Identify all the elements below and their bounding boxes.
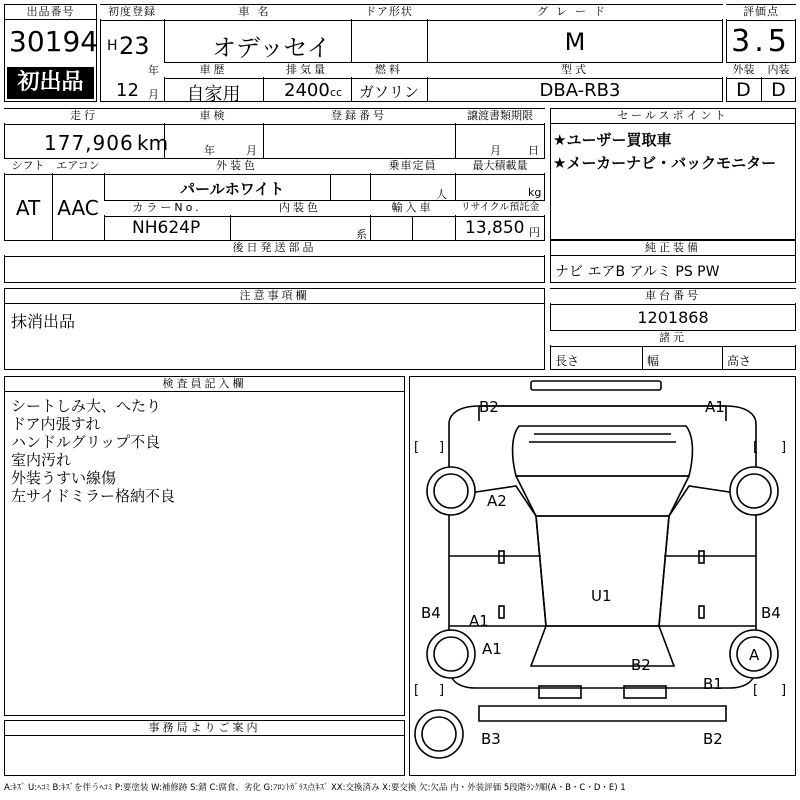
diagram-mark-b2-rear: B2 bbox=[631, 656, 651, 674]
genuine-equipment-box bbox=[550, 240, 796, 283]
inspector-box bbox=[4, 376, 405, 716]
era: H bbox=[107, 38, 118, 54]
mileage-unit: km bbox=[137, 131, 169, 155]
genuine-equipment: ナビ エアB アルミ PS PW bbox=[555, 264, 720, 280]
model: DBA-RB3 bbox=[539, 80, 621, 101]
max-load-header: 最大積載量 bbox=[455, 159, 545, 173]
height-label: 高さ bbox=[727, 354, 752, 368]
reg-no-header: 登録番号 bbox=[263, 109, 455, 123]
transfer-day-unit: 日 bbox=[528, 144, 539, 157]
aircon: AAC bbox=[57, 196, 99, 220]
grade: M bbox=[564, 28, 586, 56]
inspector-note-5: 外装うすい線傷 bbox=[11, 469, 117, 487]
svg-text:[: [ bbox=[414, 440, 420, 455]
first-reg-year: 23 bbox=[119, 32, 150, 60]
lot-number-box bbox=[4, 4, 97, 102]
office-box bbox=[4, 720, 405, 776]
score: 3.5 bbox=[731, 24, 791, 59]
diagram-mark-b2-top: B2 bbox=[479, 398, 499, 416]
first-reg-header: 初度登録 bbox=[100, 5, 164, 19]
history: 自家用 bbox=[186, 84, 241, 105]
lot-number-header: 出品番号 bbox=[5, 5, 96, 20]
lot-number: 30194 bbox=[9, 25, 99, 58]
diagram-mark-a2: A2 bbox=[487, 492, 507, 510]
grade-header: グレード bbox=[427, 5, 723, 19]
inspection-year-unit: 年 bbox=[204, 144, 215, 157]
int-color-header: 内装色 bbox=[230, 201, 370, 215]
ext-color: パールホワイト bbox=[180, 180, 285, 198]
notes-text: 抹消出品 bbox=[11, 312, 76, 331]
notes-box bbox=[4, 288, 545, 370]
diagram-mark-a1-low: A1 bbox=[482, 640, 502, 658]
transfer-month-unit: 月 bbox=[490, 144, 501, 157]
color-no-header: カラーNo. bbox=[104, 201, 230, 215]
svg-text:[: [ bbox=[753, 440, 759, 455]
office-header: 事務局よりご案内 bbox=[5, 721, 404, 736]
svg-text:]: ] bbox=[439, 683, 445, 698]
sales-point-2: ★メーカーナビ・バックモニター bbox=[553, 154, 777, 172]
inspector-note-4: 室内汚れ bbox=[11, 451, 72, 469]
length-label: 長さ bbox=[555, 354, 580, 368]
width-label: 幅 bbox=[647, 354, 660, 368]
model-header: 型式 bbox=[427, 63, 723, 77]
inspector-note-1: シートしみ大、へたり bbox=[11, 397, 162, 415]
first-reg-month: 12 bbox=[116, 80, 139, 101]
door-header: ドア形状 bbox=[351, 5, 427, 19]
fuel: ガソリン bbox=[358, 83, 419, 101]
int-color-unit: 系 bbox=[356, 228, 367, 241]
ext-score-header: 外装 bbox=[726, 63, 761, 77]
import-header: 輸入車 bbox=[370, 201, 455, 215]
shift-header: シフト bbox=[4, 159, 52, 173]
car-name: オデッセイ bbox=[212, 34, 331, 62]
genuine-header: 純正装備 bbox=[551, 241, 795, 256]
sales-point-1: ★ユーザー買取車 bbox=[553, 131, 672, 149]
displacement: 2400 bbox=[284, 80, 330, 101]
displacement-header: 排気量 bbox=[263, 63, 351, 77]
first-listing-badge: 初出品 bbox=[7, 67, 94, 99]
svg-text:]: ] bbox=[439, 440, 445, 455]
car-damage-diagram bbox=[409, 376, 796, 776]
svg-text:[: [ bbox=[414, 683, 420, 698]
recycle-unit: 円 bbox=[529, 226, 540, 239]
displacement-unit: cc bbox=[330, 86, 343, 99]
aircon-header: エアコン bbox=[52, 159, 104, 173]
diagram-mark-b2-bottom: B2 bbox=[703, 730, 723, 748]
svg-text:[: [ bbox=[753, 683, 759, 698]
transfer-header: 譲渡書類期限 bbox=[455, 109, 545, 123]
dims-header: 諸元 bbox=[550, 331, 796, 345]
chassis-no: 1201868 bbox=[637, 308, 709, 327]
ext-score: D bbox=[736, 79, 751, 101]
diagram-mark-u1: U1 bbox=[591, 587, 612, 605]
diagram-mark-b1: B1 bbox=[703, 675, 723, 693]
legend: A:ｷｽﾞ U:ﾍｺﾐ B:ｷｽﾞを伴うﾍｺﾐ P:要塗装 W:補修跡 S:錆 C:腐食、劣化 G:ﾌﾛﾝﾄｶﾞﾗｽ点ｷｽﾞ XX:交換済み X:要交換 欠:欠品 内・外装評価 5段階ﾗﾝｸ順(A・B・C・D・E) 1 bbox=[4, 783, 626, 793]
inspection-header: 車検 bbox=[164, 109, 263, 123]
month-unit: 月 bbox=[148, 88, 159, 101]
inspector-note-6: 左サイドミラー格納不良 bbox=[11, 487, 175, 505]
diagram-mark-b3: B3 bbox=[481, 730, 501, 748]
mileage: 177,906 bbox=[44, 131, 134, 155]
int-score-header: 内装 bbox=[761, 63, 796, 77]
recycle-header: リサイクル預託金 bbox=[455, 201, 545, 215]
int-score: D bbox=[771, 79, 786, 101]
notes-header: 注意事項欄 bbox=[5, 289, 544, 304]
sales-point-box bbox=[550, 108, 796, 240]
svg-text:]: ] bbox=[781, 683, 787, 698]
car-name-header: 車名 bbox=[164, 5, 351, 19]
inspector-note-3: ハンドルグリップ不良 bbox=[11, 433, 161, 451]
color-no: NH624P bbox=[132, 218, 201, 238]
diagram-mark-a1-top: A1 bbox=[705, 398, 725, 416]
diagram-mark-b4-right: B4 bbox=[761, 604, 781, 622]
history-header: 車歴 bbox=[164, 63, 263, 77]
diagram-mark-a1-mid: A1 bbox=[469, 612, 489, 630]
fuel-header: 燃料 bbox=[351, 63, 427, 77]
diagram-mark-a-wheel: A bbox=[749, 646, 760, 664]
max-load-unit: kg bbox=[528, 186, 542, 199]
ext-color-header: 外装色 bbox=[104, 159, 370, 173]
diagram-mark-b4-left: B4 bbox=[421, 604, 441, 622]
chassis-header: 車台番号 bbox=[550, 289, 796, 303]
year-unit: 年 bbox=[148, 64, 159, 77]
inspector-header: 検査員記入欄 bbox=[5, 377, 404, 392]
mileage-header: 走行 bbox=[4, 109, 164, 123]
inspection-month-unit: 月 bbox=[246, 144, 257, 157]
score-header: 評価点 bbox=[726, 5, 796, 19]
capacity-header: 乗車定員 bbox=[370, 159, 455, 173]
sales-point-header: セールスポイント bbox=[551, 109, 795, 124]
capacity-unit: 人 bbox=[436, 188, 447, 201]
later-parts-header: 後日発送部品 bbox=[4, 241, 545, 255]
shift: AT bbox=[15, 196, 41, 220]
inspector-note-2: ドア内張すれ bbox=[11, 415, 101, 433]
recycle: 13,850 bbox=[465, 218, 525, 238]
svg-text:]: ] bbox=[781, 440, 787, 455]
